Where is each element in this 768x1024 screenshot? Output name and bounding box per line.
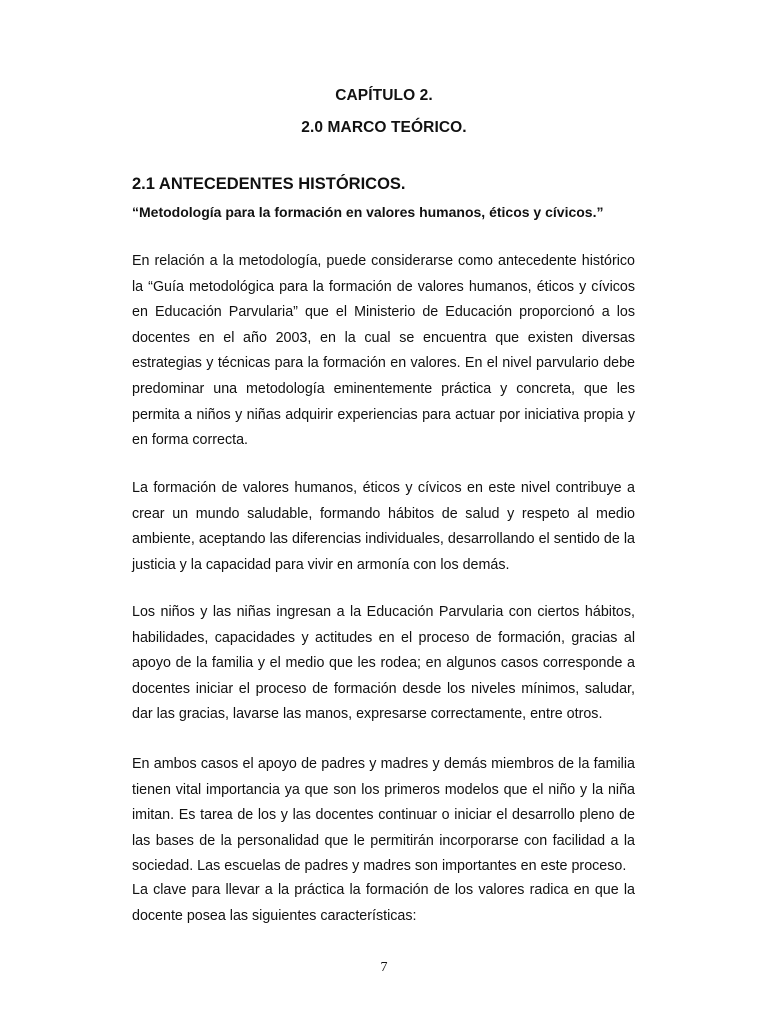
paragraph-5: La clave para llevar a la práctica la formación de los valores radica en que la docente posea las siguientes características: <box>132 882 635 924</box>
paragraph-3: Los niños y las niñas ingresan a la Educación Parvularia con ciertos hábitos, habilidades, capacidades y actitudes en el proceso de formación, gracias al apoyo de la familia y el medio que les rodea; en algunos casos corresponde a docentes iniciar el proceso de formación desde los niveles mínimos, saludar, dar las gracias, lavarse las manos, expresarse correctamente, entre otros. <box>132 604 635 723</box>
chapter-label: CAPÍTULO 2. <box>335 87 433 104</box>
page-number: 7 <box>380 960 388 975</box>
paragraph-1: En relación a la metodología, puede considerarse como antecedente histórico la “Guía metodológica para la formación de valores humanos, éticos y cívicos en Educación Parvularia” que el Ministerio de Educación proporcionó a los docentes en el año 2003, en la cual se encuentra que existen diversas estrategias y técnicas para la formación en valores. En el nivel parvulario debe predominar una metodología eminentemente práctica y concreta, que les permita a niños y niñas adquirir experiencias para actuar por iniciativa propia y en forma correcta. <box>132 253 635 449</box>
paragraph-2: La formación de valores humanos, éticos y cívicos en este nivel contribuye a crear un mundo saludable, formando hábitos de salud y respeto al medio ambiente, aceptando las diferencias individuales, desarrollando el sentido de la justicia y la capacidad para vivir en armonía con los demás. <box>132 480 635 573</box>
chapter-title: 2.0 MARCO TEÓRICO. <box>301 119 467 136</box>
paragraph-4: En ambos casos el apoyo de padres y madres y demás miembros de la familia tienen vital importancia ya que son los primeros modelos que el niño y la niña imitan. Es tarea de los y las docentes continuar o iniciar el desarrollo pleno de las bases de la personalidad que le permitirán incorporarse con facilidad a la sociedad. Las escuelas de padres y madres son importantes en este proceso. <box>132 756 635 875</box>
section-heading: 2.1 ANTECEDENTES HISTÓRICOS. <box>132 175 406 193</box>
section-subtitle: “Metodología para la formación en valores humanos, éticos y cívicos.” <box>132 204 604 220</box>
